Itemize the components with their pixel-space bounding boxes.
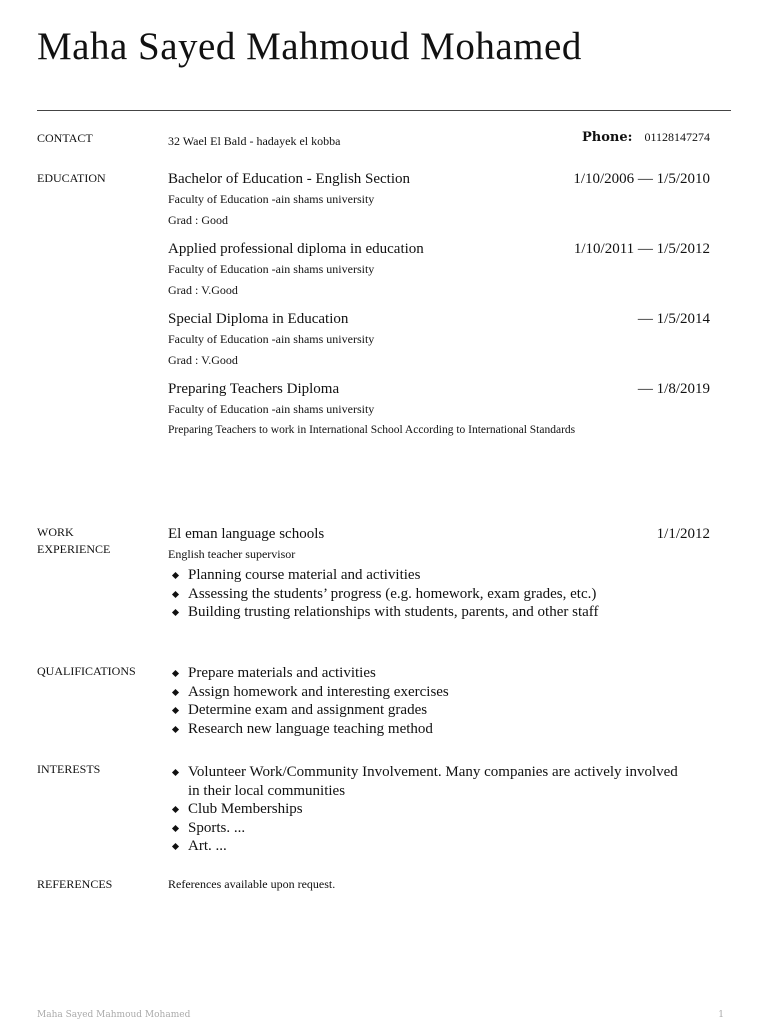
education-dates: 1/10/2006 — 1/5/2010 (573, 171, 710, 187)
education-school: Faculty of Education -ain shams university (168, 332, 375, 346)
work-label (37, 524, 110, 558)
interests-section (168, 763, 710, 856)
education-entry (168, 170, 710, 228)
qualifications-label: QUALIFICATIONS (37, 664, 136, 678)
phone-number: 01128147274 (644, 130, 710, 144)
education-entry (168, 240, 710, 298)
contact-label: CONTACT (37, 131, 93, 145)
candidate-name: Maha Sayed Mahmoud Mohamed (37, 25, 582, 68)
work-section (168, 525, 710, 622)
qualification-bullet: Assign homework and interesting exercises (188, 683, 710, 702)
education-title: Preparing Teachers Diploma (168, 381, 340, 397)
bullet-diamond-icon (172, 806, 179, 813)
work-date: 1/1/2012 (656, 526, 710, 542)
header-divider (37, 110, 731, 111)
bullet-diamond-icon (172, 843, 179, 850)
bullet-diamond-icon (172, 707, 179, 714)
work-bullet: Planning course material and activities (188, 566, 688, 585)
interest-bullet: Sports. ... (188, 819, 678, 838)
qualification-bullet: Determine exam and assignment grades (188, 701, 710, 720)
footer-page-number: 1 (718, 1010, 724, 1020)
references-label: REFERENCES (37, 877, 113, 891)
qualifications-section (168, 664, 710, 738)
work-bullet: Assessing the students’ progress (e.g. homework, exam grades, etc.) (188, 585, 688, 604)
bullet-diamond-icon (172, 769, 179, 776)
education-title: Special Diploma in Education (168, 311, 349, 327)
education-school: Faculty of Education -ain shams university (168, 402, 375, 416)
bullet-diamond-icon (172, 670, 179, 677)
education-entry (168, 310, 710, 368)
qualifications-bullets (168, 664, 710, 738)
interests-bullets (168, 763, 678, 856)
phone-label: Phone: (582, 130, 633, 145)
contact-phone (582, 130, 710, 145)
education-dates: — 1/8/2019 (637, 381, 710, 397)
contact-address: 32 Wael El Bald - hadayek el kobba (168, 134, 341, 148)
education-note: Grad : Good (168, 213, 228, 227)
work-position: English teacher supervisor (168, 547, 296, 561)
education-school: Faculty of Education -ain shams university (168, 192, 375, 206)
interest-bullet: Art. ... (188, 837, 678, 856)
qualification-bullet: Prepare materials and activities (188, 664, 710, 683)
bullet-diamond-icon (172, 688, 179, 695)
education-title: Bachelor of Education - English Section (168, 171, 411, 187)
bullet-diamond-icon (172, 590, 179, 597)
bullet-diamond-icon (172, 824, 179, 831)
work-bullet: Building trusting relationships with students, parents, and other staff (188, 603, 688, 622)
work-label-line1: WORK (37, 525, 74, 539)
education-note: Grad : V.Good (168, 283, 238, 297)
education-school: Faculty of Education -ain shams university (168, 262, 375, 276)
references-text: References available upon request. (168, 877, 336, 891)
education-section (168, 170, 710, 450)
work-label-line2: EXPERIENCE (37, 542, 111, 556)
education-note: Grad : V.Good (168, 353, 238, 367)
qualification-bullet: Research new language teaching method (188, 720, 710, 739)
bullet-diamond-icon (172, 609, 179, 616)
education-title: Applied professional diploma in education (168, 241, 424, 257)
bullet-diamond-icon (172, 725, 179, 732)
contact-row (168, 130, 710, 148)
interest-bullet: Club Memberships (188, 800, 678, 819)
bullet-diamond-icon (172, 572, 179, 579)
education-entry (168, 380, 710, 438)
footer-name: Maha Sayed Mahmoud Mohamed (37, 1010, 191, 1020)
interests-label: INTERESTS (37, 762, 101, 776)
interest-bullet: Volunteer Work/Community Involvement. Many companies are actively involved in their local communities (188, 763, 678, 800)
education-label: EDUCATION (37, 171, 106, 185)
education-dates: 1/10/2011 — 1/5/2012 (573, 241, 710, 257)
work-bullets (168, 566, 688, 622)
work-employer: El eman language schools (168, 526, 325, 542)
education-note: Preparing Teachers to work in International School According to International Standards (168, 424, 576, 436)
education-dates: — 1/5/2014 (637, 311, 710, 327)
